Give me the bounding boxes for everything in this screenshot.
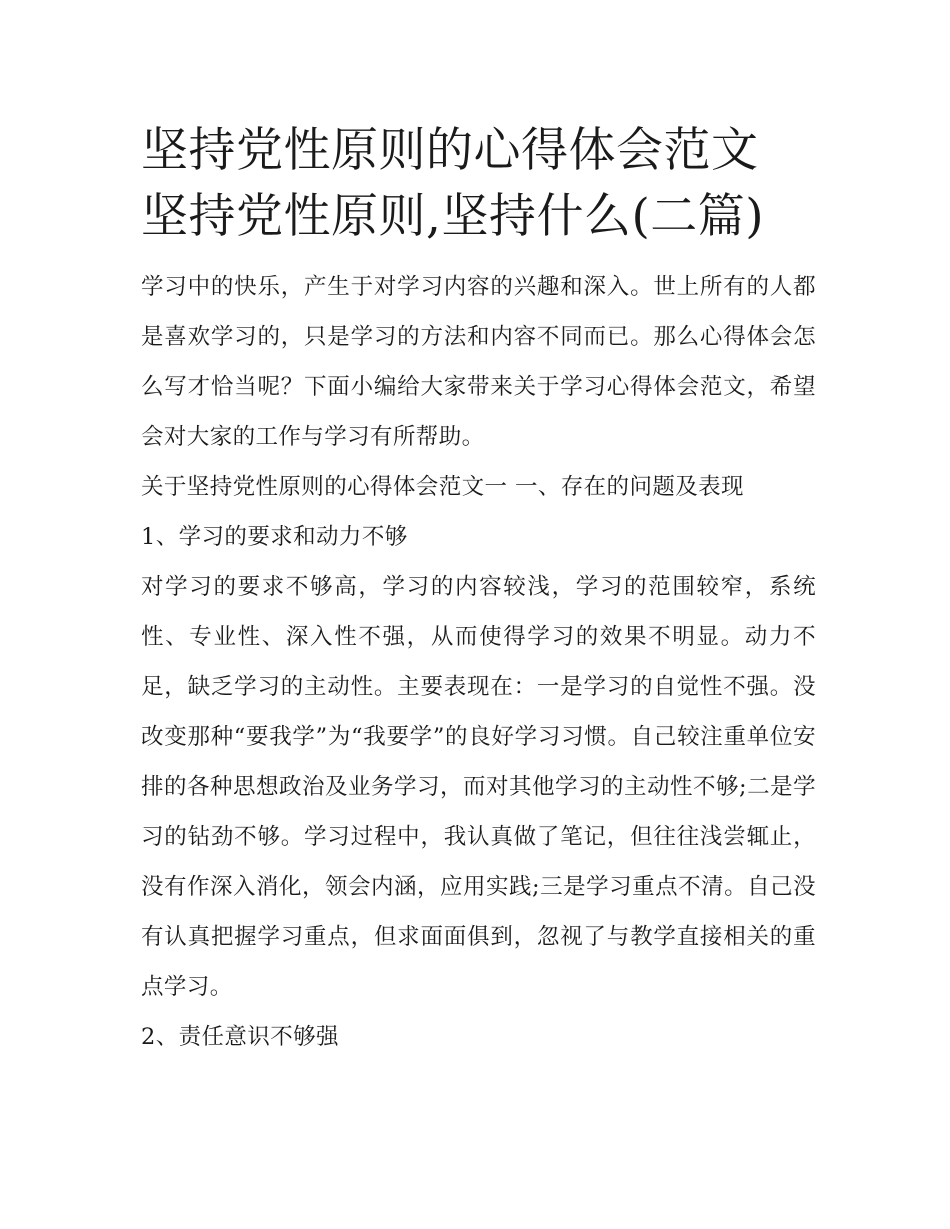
intro-paragraph: 学习中的快乐，产生于对学习内容的兴趣和深入。世上所有的人都是喜欢学习的，只是学习的方法和内容不同而已。那么心得体会怎么写才恰当呢？下面小编给大家带来关于学习心得体会范文，希望会对大家的工作与学习有所帮助。 [141,274,816,450]
title-line-1: 坚持党性原则的心得体会范文 [141,123,759,178]
document-body [141,262,816,1062]
section-heading: 关于坚持党性原则的心得体会范文一 一、存在的问题及表现 [141,474,744,500]
subsection-heading-1: 1、学习的要求和动力不够 [141,524,408,550]
document-title [141,118,816,250]
subsection-heading-2: 2、责任意识不够强 [141,1024,339,1050]
body-paragraph: 对学习的要求不够高，学习的内容较浅，学习的范围较窄，系统性、专业性、深入性不强，从而使得学习的效果不明显。动力不足，缺乏学习的主动性。主要表现在：一是学习的自觉性不强。没改变那种“要我学”为“我要学”的良好学习习惯。自己较注重单位安排的各种思想政治及业务学习，而对其他学习的主动性不够;二是学习的钻劲不够。学习过程中，我认真做了笔记，但往往浅尝辄止，没有作深入消化，领会内涵，应用实践;三是学习重点不清。自己没有认真把握学习重点，但求面面俱到，忽视了与教学直接相关的重点学习。 [141,574,816,1000]
title-line-2: 坚持党性原则,坚持什么(二篇) [141,189,765,244]
document-page [141,118,816,1062]
